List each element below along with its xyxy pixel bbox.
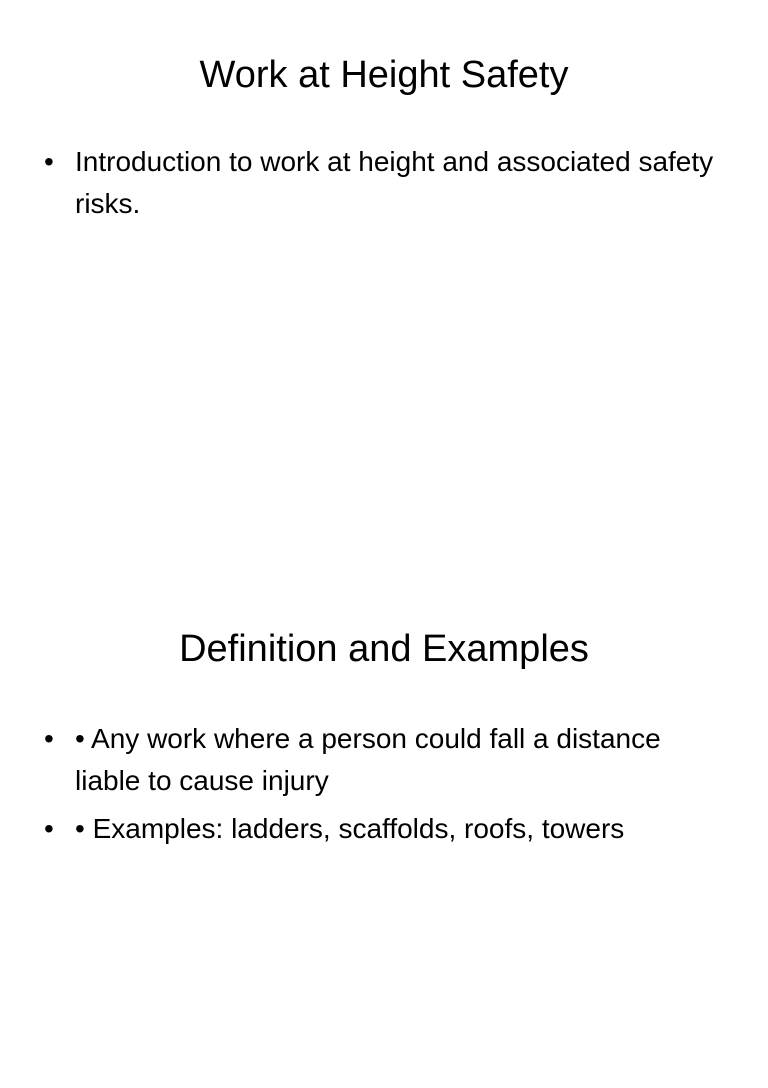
bullet-icon: •	[44, 813, 54, 844]
list-item	[44, 141, 724, 225]
list-item	[44, 718, 724, 802]
bullet-text: Introduction to work at height and associated safety risks.	[75, 146, 714, 219]
slide-title: Definition and Examples	[179, 628, 589, 670]
bullet-text: • Any work where a person could fall a distance liable to cause injury	[75, 723, 661, 796]
bullet-icon: •	[44, 146, 54, 177]
bullet-text: • Examples: ladders, scaffolds, roofs, towers	[75, 813, 625, 844]
bullet-icon: •	[44, 723, 54, 754]
slide-2	[0, 576, 768, 1088]
slide-title: Work at Height Safety	[199, 54, 569, 96]
bullet-list	[44, 141, 724, 231]
bullet-list	[44, 718, 724, 856]
list-item	[44, 808, 724, 850]
slide-1	[0, 0, 768, 512]
